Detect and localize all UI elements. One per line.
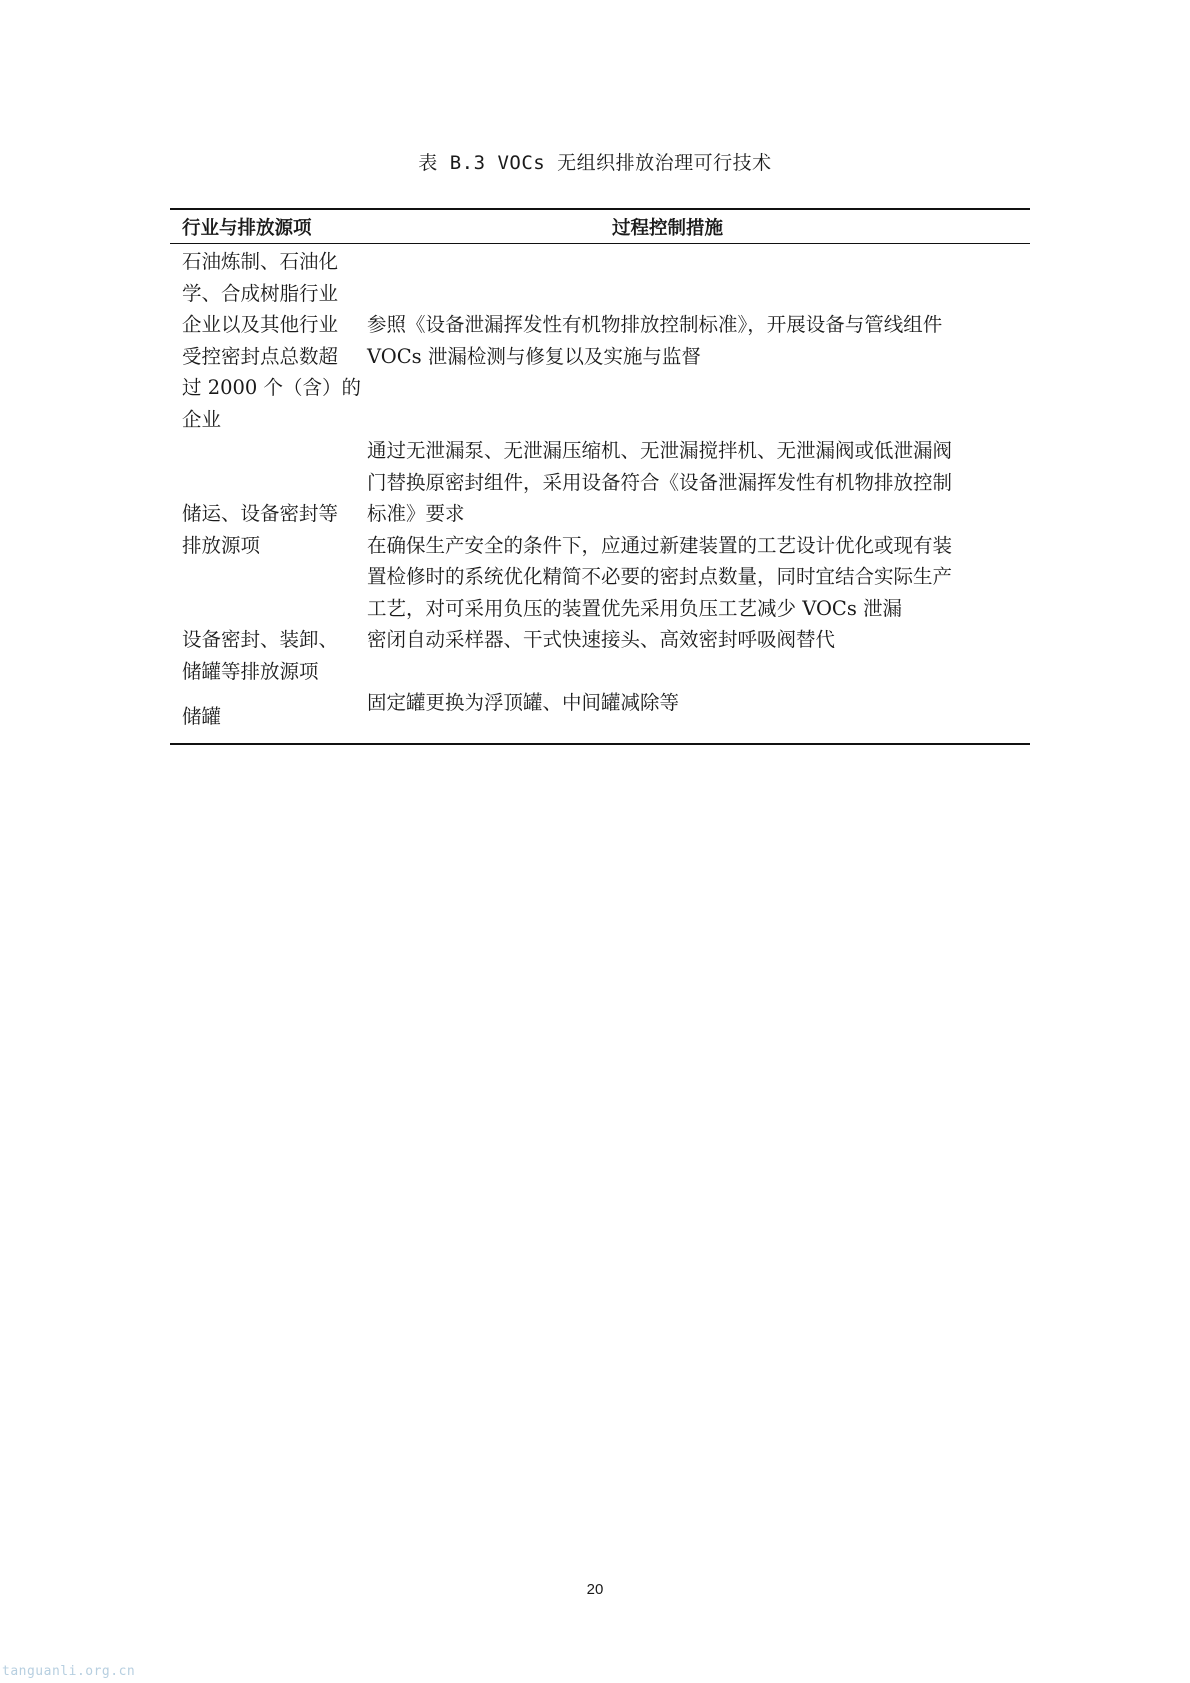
table-row: [170, 683, 1030, 733]
measure-text: 固定罐更换为浮顶罐、中间罐减除等: [367, 691, 680, 714]
row-measures-cell: [365, 246, 1030, 435]
header-source: 行业与排放源项: [182, 217, 312, 239]
table-bottom-rule: [170, 743, 1030, 745]
row-source-text: 储运、设备密封等 排放源项: [182, 502, 339, 557]
row-source-cell: 储罐: [182, 705, 222, 728]
table-header-row: [170, 210, 1030, 243]
table-row: [170, 624, 1030, 687]
table-row: [170, 246, 1030, 435]
row-measures-cell: [365, 435, 1030, 624]
table-header-rule: [170, 243, 1030, 244]
watermark: tanguanli.org.cn: [2, 1664, 136, 1679]
table-caption: 表 B.3 VOCs 无组织排放治理可行技术: [418, 152, 772, 174]
header-measures: 过程控制措施: [611, 217, 723, 239]
row-source-cell: [170, 435, 365, 624]
page-number: 20: [586, 1581, 604, 1598]
row-measures-cell: [365, 683, 1030, 733]
table-row: [170, 435, 1030, 624]
row-source-cell: 设备密封、装卸、 储罐等排放源项: [182, 628, 339, 683]
measure-text: 通过无泄漏泵、无泄漏压缩机、无泄漏搅拌机、无泄漏阀或低泄漏阀 门替换原密封组件，采用设备符合《设备泄漏挥发性有机物排放控制 标准》要求: [367, 439, 953, 525]
row-source-cell: 石油炼制、石油化 学、合成树脂行业 企业以及其他行业 受控密封点总数超 过 2000 个（含）的 企业: [182, 250, 362, 431]
measures-table: [170, 208, 1030, 745]
measure-text: 参照《设备泄漏挥发性有机物排放控制标准》，开展设备与管线组件 VOCs 泄漏检测与修复以及实施与监督: [367, 313, 943, 368]
measure-text: 密闭自动采样器、干式快速接头、高效密封呼吸阀替代: [367, 628, 836, 651]
row-measures-cell: [365, 624, 1030, 687]
measure-text: 在确保生产安全的条件下，应通过新建装置的工艺设计优化或现有装 置检修时的系统优化精简不必要的密封点数量，同时宜结合实际生产 工艺，对可采用负压的装置优先采用负压工艺减少 VOCs 泄漏: [367, 533, 953, 620]
